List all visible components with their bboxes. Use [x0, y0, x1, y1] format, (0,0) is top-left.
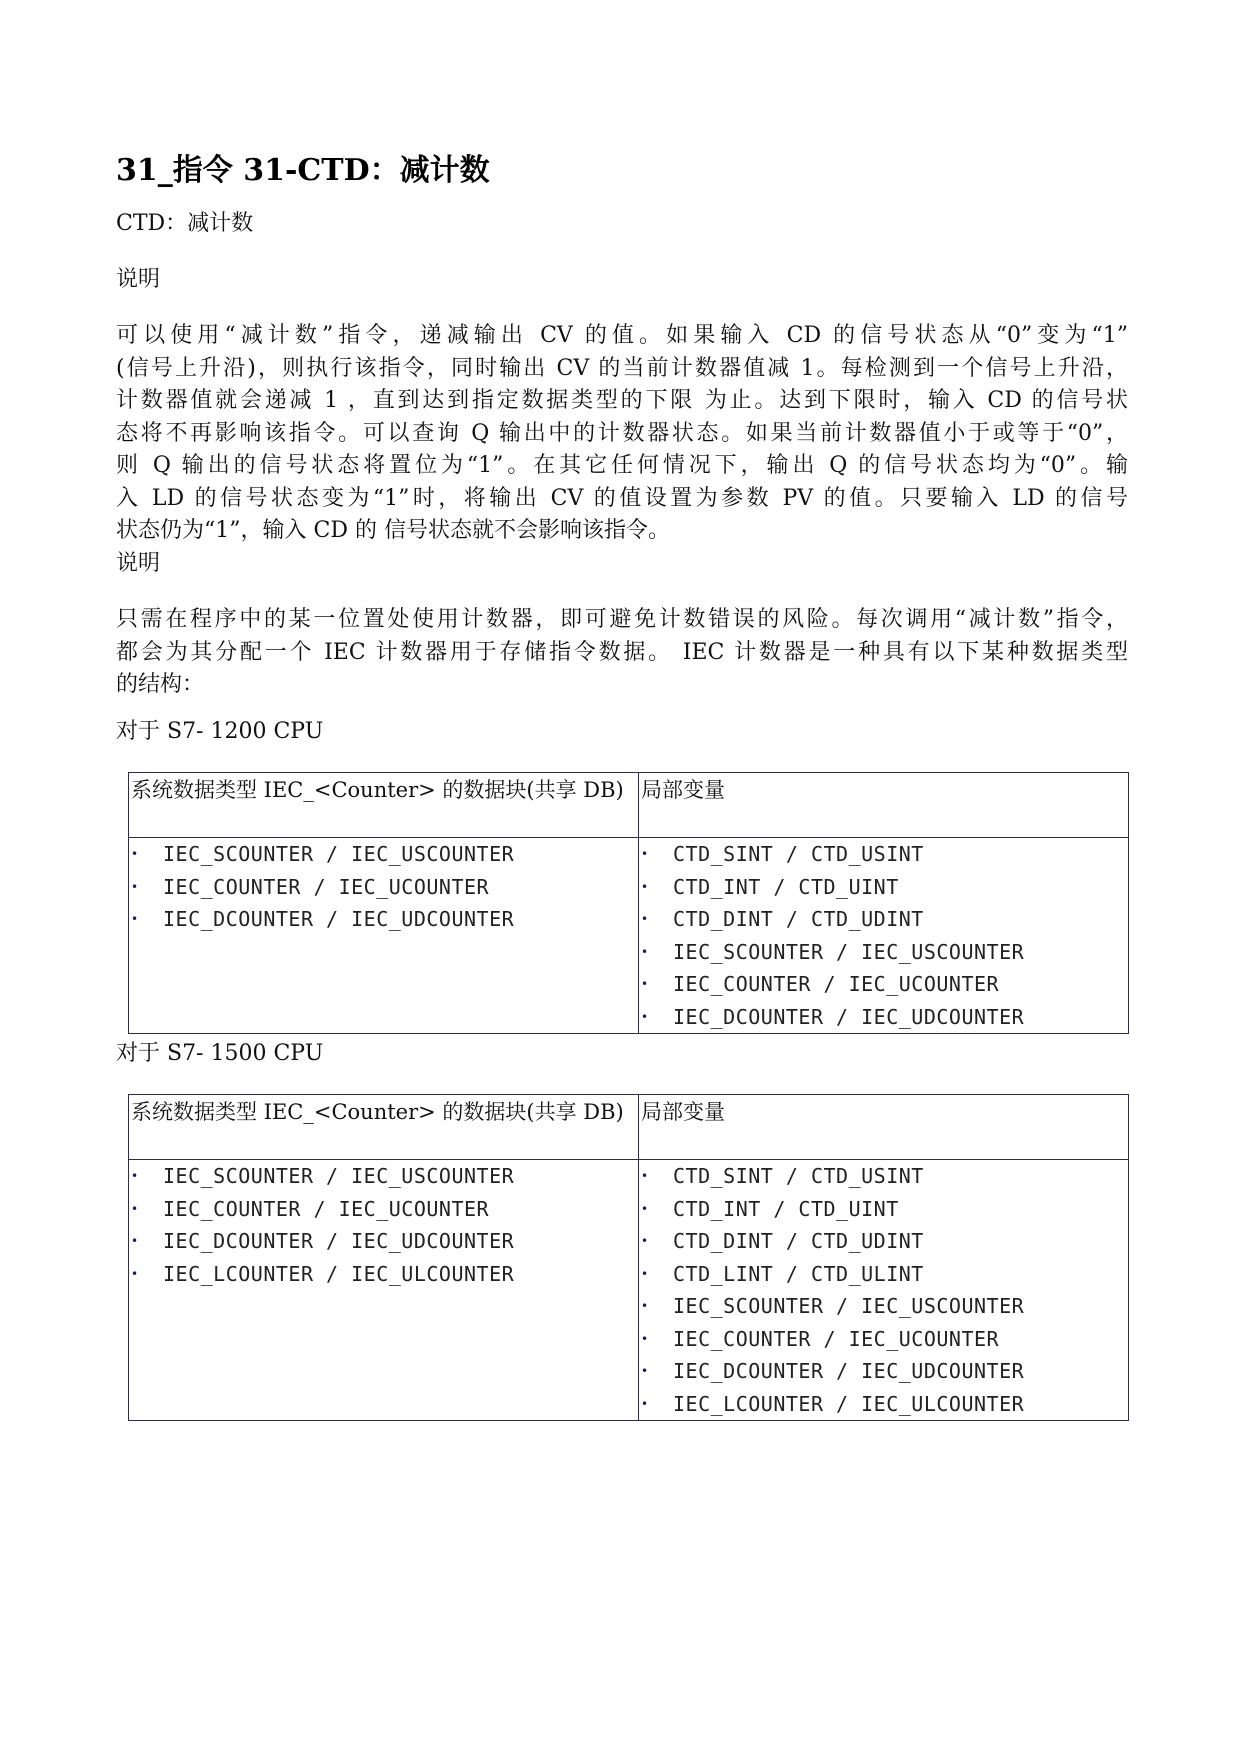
bullet-icon: • — [641, 1396, 649, 1411]
bullet-icon: • — [131, 847, 139, 861]
bullet-icon: • — [641, 912, 649, 926]
list-item: • IEC_DCOUNTER / IEC_UDCOUNTER — [131, 1225, 636, 1258]
list-item: • IEC_COUNTER / IEC_UCOUNTER — [641, 1323, 1126, 1356]
document-title: 31_指令 31-CTD：减计数 — [116, 153, 490, 188]
bullet-icon: • — [131, 912, 139, 926]
list-item: • IEC_SCOUNTER / IEC_USCOUNTER — [131, 1160, 636, 1193]
list-item: • IEC_DCOUNTER / IEC_UDCOUNTER — [641, 1001, 1126, 1034]
list-item: • CTD_SINT / CTD_USINT — [641, 1160, 1126, 1193]
counter-usage-paragraph — [116, 604, 1128, 702]
description-paragraph — [116, 320, 1128, 548]
bullet-icon: • — [641, 1009, 649, 1024]
paragraph-line: 的结构： — [116, 672, 205, 697]
bullet-icon: • — [641, 1201, 649, 1216]
list-item: • IEC_DCOUNTER / IEC_UDCOUNTER — [131, 903, 636, 936]
bullet-icon: • — [131, 1201, 139, 1216]
bullet-icon: • — [131, 879, 139, 894]
list-item: • CTD_LINT / CTD_ULINT — [641, 1258, 1126, 1291]
list-item: • CTD_INT / CTD_UINT — [641, 871, 1126, 904]
bullet-icon: • — [131, 1266, 139, 1281]
local-variable-types-cell — [639, 1160, 1129, 1421]
s7-1200-label: 对于 S7- 1200 CPU — [116, 719, 324, 744]
bullet-icon: • — [641, 1364, 649, 1378]
paragraph-line: 态将不再影响该指令。可以查询 Q 输出中的计数器状态。如果当前计数器值小于或等于“0”， — [116, 420, 1128, 446]
table-header-local-variable: 局部变量 — [639, 1095, 1129, 1160]
bullet-icon: • — [131, 1169, 139, 1183]
bullet-icon: • — [131, 1234, 139, 1248]
list-item: • CTD_DINT / CTD_UDINT — [641, 1225, 1126, 1258]
list-item: • IEC_COUNTER / IEC_UCOUNTER — [131, 1193, 636, 1226]
list-item: • IEC_DCOUNTER / IEC_UDCOUNTER — [641, 1355, 1126, 1388]
table-header-row — [129, 773, 1129, 838]
table-header-row — [129, 1095, 1129, 1160]
table-header-local-variable: 局部变量 — [639, 773, 1129, 838]
table-header-shared-db: 系统数据类型 IEC_<Counter> 的数据块(共享 DB) — [129, 1095, 639, 1160]
paragraph-line: 只需在程序中的某一位置处使用计数器，即可避免计数错误的风险。每次调用“减计数”指令， — [116, 607, 1128, 632]
table-row — [129, 1160, 1129, 1421]
s7-1500-label: 对于 S7- 1500 CPU — [116, 1041, 324, 1066]
section-heading-description-2: 说明 — [116, 551, 161, 576]
paragraph-line: 可以使用“减计数”指令，递减输出 CV 的值。如果输入 CD 的信号状态从“0”变为“1” — [116, 323, 1128, 348]
paragraph-line: 入 LD 的信号状态变为“1”时，将输出 CV 的值设置为参数 PV 的值。只要输入 LD 的信号 — [116, 485, 1128, 511]
list-item: • IEC_SCOUNTER / IEC_USCOUNTER — [131, 838, 636, 871]
bullet-icon: • — [641, 879, 649, 894]
list-item: • IEC_COUNTER / IEC_UCOUNTER — [641, 968, 1126, 1001]
bullet-icon: • — [641, 1234, 649, 1248]
table-row — [129, 838, 1129, 1034]
list-item: • IEC_LCOUNTER / IEC_ULCOUNTER — [641, 1388, 1126, 1421]
s7-1200-data-type-table — [128, 772, 1129, 1034]
list-item: • CTD_DINT / CTD_UDINT — [641, 903, 1126, 936]
paragraph-line: (信号上升沿)，则执行该指令，同时输出 CV 的当前计数器值减 1。每检测到一个信号上升沿， — [116, 355, 1128, 381]
paragraph-line: 则 Q 输出的信号状态将置位为“1”。在其它任何情况下，输出 Q 的信号状态均为“0”。输 — [116, 453, 1128, 478]
paragraph-line: 计数器值就会递减 1 ，直到达到指定数据类型的下限 为止。达到下限时，输入 CD 的信号状 — [116, 388, 1128, 413]
list-item: • CTD_INT / CTD_UINT — [641, 1193, 1126, 1226]
bullet-icon: • — [641, 944, 649, 959]
section-heading-description: 说明 — [116, 267, 161, 292]
subtitle: CTD：减计数 — [116, 211, 254, 236]
paragraph-line: 状态仍为“1”，输入 CD 的 信号状态就不会影响该指令。 — [116, 518, 670, 543]
bullet-icon: • — [641, 1169, 649, 1183]
bullet-icon: • — [641, 1331, 649, 1346]
shared-db-types-cell — [129, 838, 639, 1034]
s7-1500-data-type-table — [128, 1094, 1129, 1421]
bullet-icon: • — [641, 847, 649, 861]
paragraph-line: 都会为其分配一个 IEC 计数器用于存储指令数据。 IEC 计数器是一种具有以下某种数据类型 — [116, 639, 1128, 665]
list-item: • IEC_SCOUNTER / IEC_USCOUNTER — [641, 1290, 1126, 1323]
list-item: • IEC_LCOUNTER / IEC_ULCOUNTER — [131, 1258, 636, 1291]
local-variable-types-cell — [639, 838, 1129, 1034]
list-item: • IEC_SCOUNTER / IEC_USCOUNTER — [641, 936, 1126, 969]
table-header-shared-db: 系统数据类型 IEC_<Counter> 的数据块(共享 DB) — [129, 773, 639, 838]
bullet-icon: • — [641, 977, 649, 991]
list-item: • CTD_SINT / CTD_USINT — [641, 838, 1126, 871]
bullet-icon: • — [641, 1299, 649, 1313]
shared-db-types-cell — [129, 1160, 639, 1421]
list-item: • IEC_COUNTER / IEC_UCOUNTER — [131, 871, 636, 904]
bullet-icon: • — [641, 1266, 649, 1281]
